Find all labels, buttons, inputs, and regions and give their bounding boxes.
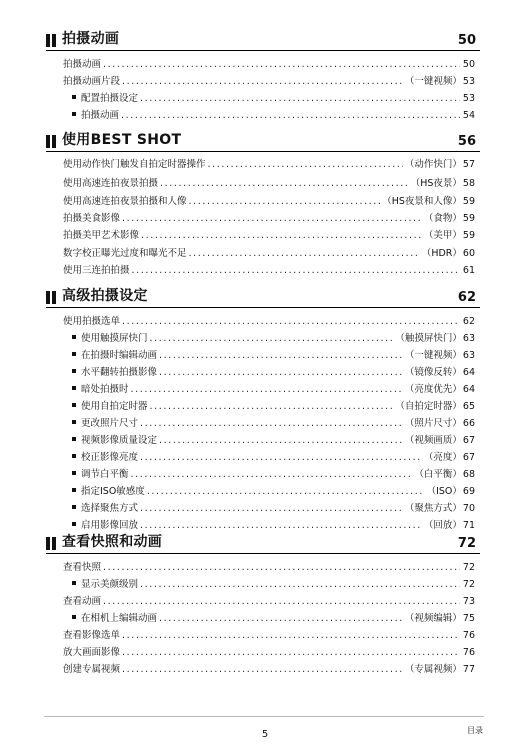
entry-page[interactable]: 70 <box>462 503 475 514</box>
square-bullet-icon <box>72 437 76 441</box>
entry-page[interactable]: 73 <box>462 596 475 607</box>
entry-page[interactable]: 72 <box>462 562 475 573</box>
entry-page[interactable]: 64 <box>462 367 475 378</box>
toc-subentry[interactable] <box>72 400 475 413</box>
page-number: 5 <box>261 729 269 740</box>
dot-leader <box>150 332 394 345</box>
entry-note: （亮度优先） <box>404 384 462 395</box>
dot-leader <box>103 561 460 574</box>
section-page[interactable]: 62 <box>457 290 476 305</box>
dot-leader <box>189 195 381 208</box>
entry-note: （ISO） <box>426 486 462 497</box>
entry-page[interactable]: 68 <box>462 469 475 480</box>
dot-leader <box>140 417 403 430</box>
section-header <box>46 30 480 51</box>
dot-leader <box>160 177 409 190</box>
entry-note: （一键视频） <box>404 350 462 361</box>
entry-title: 查看快照 <box>63 562 102 573</box>
entry-note: （照片尺寸） <box>404 418 462 429</box>
entry-note: （亮度） <box>423 452 462 463</box>
entry-title: 使用拍摄选单 <box>63 316 121 327</box>
dot-leader <box>122 315 460 328</box>
square-bullet-icon <box>72 522 76 526</box>
toc-subentry[interactable] <box>72 349 475 362</box>
dot-leader <box>103 58 460 71</box>
entry-title: 在相机上编辑动画 <box>81 613 158 624</box>
square-bullet-icon <box>72 471 76 475</box>
entry-note: （HDR） <box>421 248 462 259</box>
entry-note: （视频编辑） <box>404 613 462 624</box>
dot-leader <box>121 109 460 122</box>
square-bullet-icon <box>72 420 76 424</box>
toc-entry[interactable] <box>63 663 475 676</box>
dot-leader <box>131 468 413 481</box>
entry-page[interactable]: 61 <box>462 265 475 276</box>
toc-entry[interactable] <box>63 158 475 171</box>
toc-entry[interactable] <box>63 212 475 225</box>
entry-note: （一键视频） <box>404 76 462 87</box>
toc-subentry[interactable] <box>72 434 475 447</box>
entry-page[interactable]: 57 <box>462 159 475 170</box>
dot-leader <box>122 629 460 642</box>
square-bullet-icon <box>72 335 76 339</box>
toc-entry[interactable] <box>63 247 475 260</box>
entry-title: 查看影像选单 <box>63 630 121 641</box>
toc-subentry[interactable] <box>72 417 475 430</box>
section-header <box>46 287 480 308</box>
toc-entry[interactable] <box>63 561 475 574</box>
toc-entry[interactable] <box>63 177 475 190</box>
toc-subentry[interactable] <box>72 92 475 105</box>
entry-page[interactable]: 59 <box>462 230 475 241</box>
toc-subentry[interactable] <box>72 109 475 122</box>
dot-leader <box>140 502 403 515</box>
section-marker-icon <box>46 34 56 47</box>
entry-page[interactable]: 62 <box>462 316 475 327</box>
dot-leader <box>140 578 460 591</box>
toc-entry[interactable] <box>63 629 475 642</box>
square-bullet-icon <box>72 505 76 509</box>
dot-leader <box>140 519 422 532</box>
section-header <box>46 131 480 152</box>
section-page[interactable]: 72 <box>457 536 476 551</box>
entry-note: （美甲） <box>423 230 462 241</box>
toc-subentry[interactable] <box>72 612 475 625</box>
dot-leader <box>140 92 460 105</box>
toc-subentry[interactable] <box>72 332 475 345</box>
entry-page[interactable]: 58 <box>462 178 475 189</box>
entry-note: （镜像反转） <box>404 367 462 378</box>
entry-page[interactable]: 64 <box>462 384 475 395</box>
footer-label: 目录 <box>467 726 483 735</box>
entry-title: 显示美颜级别 <box>81 579 139 590</box>
dot-leader <box>150 400 394 413</box>
dot-leader <box>140 451 422 464</box>
section-marker-icon <box>46 291 56 304</box>
toc-entry[interactable] <box>63 264 475 277</box>
entry-page[interactable]: 60 <box>462 248 475 259</box>
entry-title: 使用触摸屏快门 <box>81 333 148 344</box>
entry-note: （白平衡） <box>414 469 462 480</box>
toc-subentry[interactable] <box>72 578 475 591</box>
entry-page[interactable]: 53 <box>462 76 475 87</box>
dot-leader <box>122 646 460 659</box>
entry-note: （动作快门） <box>404 159 462 170</box>
section-marker-icon <box>46 135 56 148</box>
square-bullet-icon <box>72 95 76 99</box>
entry-page[interactable]: 54 <box>462 110 475 121</box>
toc-entry[interactable] <box>63 229 475 242</box>
entry-title: 数字校正曝光过度和曝光不足 <box>63 248 187 259</box>
dot-leader <box>132 264 460 277</box>
entry-title: 拍摄美甲艺术影像 <box>63 230 140 241</box>
toc-subentry[interactable] <box>72 366 475 379</box>
entry-title: 视频影像质量设定 <box>81 435 158 446</box>
dot-leader <box>122 75 403 88</box>
section-marker-icon <box>46 537 56 550</box>
entry-note: （聚焦方式） <box>404 503 462 514</box>
toc-entry[interactable] <box>63 315 475 328</box>
square-bullet-icon <box>72 112 76 116</box>
square-bullet-icon <box>72 488 76 492</box>
entry-title: 使用动作快门触发自拍定时器操作 <box>63 159 206 170</box>
entry-page[interactable]: 67 <box>462 435 475 446</box>
entry-note: （HS夜景） <box>410 178 462 189</box>
entry-page[interactable]: 66 <box>462 418 475 429</box>
dot-leader <box>122 663 403 676</box>
dot-leader <box>122 212 422 225</box>
toc-entry[interactable] <box>63 195 475 208</box>
entry-title: 水平翻转拍摄影像 <box>81 367 158 378</box>
dot-leader <box>159 349 403 362</box>
entry-page[interactable]: 53 <box>462 93 475 104</box>
entry-title: 配置拍摄设定 <box>81 93 139 104</box>
square-bullet-icon <box>72 352 76 356</box>
entry-page[interactable]: 59 <box>462 196 475 207</box>
entry-title: 启用影像回放 <box>81 520 139 531</box>
entry-note: （触摸屏快门） <box>395 333 462 344</box>
entry-title: 拍摄动画 <box>81 110 120 121</box>
toc-entry[interactable] <box>63 75 475 88</box>
entry-title: 调节白平衡 <box>81 469 129 480</box>
entry-page[interactable]: 69 <box>462 486 475 497</box>
entry-title: 使用自拍定时器 <box>81 401 148 412</box>
toc-entry[interactable] <box>63 646 475 659</box>
square-bullet-icon <box>72 386 76 390</box>
dot-leader <box>159 434 403 447</box>
entry-page[interactable]: 71 <box>462 520 475 531</box>
entry-page[interactable]: 76 <box>462 647 475 658</box>
section-page[interactable]: 56 <box>457 134 476 149</box>
square-bullet-icon <box>72 369 76 373</box>
entry-title: 放大画面影像 <box>63 647 121 658</box>
dot-leader <box>147 485 425 498</box>
entry-page[interactable]: 75 <box>462 613 475 624</box>
section-header <box>46 533 480 554</box>
entry-page[interactable]: 63 <box>462 350 475 361</box>
entry-title: 查看动画 <box>63 596 102 607</box>
entry-title: 使用三连拍拍摄 <box>63 265 130 276</box>
entry-page[interactable]: 59 <box>462 213 475 224</box>
toc-subentry[interactable] <box>72 383 475 396</box>
entry-note: （回放） <box>423 520 462 531</box>
footer-rule <box>44 716 484 717</box>
entry-page[interactable]: 65 <box>462 401 475 412</box>
entry-title: 使用高速连拍夜景拍摄 <box>63 178 159 189</box>
toc-entry[interactable] <box>63 58 475 71</box>
square-bullet-icon <box>72 615 76 619</box>
entry-title: 在拍摄时编辑动画 <box>81 350 158 361</box>
entry-title: 暗处拍摄时 <box>81 384 129 395</box>
dot-leader <box>131 383 403 396</box>
section-title: 高级拍摄设定 <box>62 288 148 304</box>
entry-page[interactable]: 67 <box>462 452 475 463</box>
entry-title: 更改照片尺寸 <box>81 418 139 429</box>
dot-leader <box>103 595 460 608</box>
entry-title: 校正影像亮度 <box>81 452 139 463</box>
entry-title: 选择聚焦方式 <box>81 503 139 514</box>
dot-leader <box>159 366 403 379</box>
section-page[interactable]: 50 <box>457 33 476 48</box>
dot-leader <box>208 158 403 171</box>
entry-title: 创建专属视频 <box>63 664 121 675</box>
entry-page[interactable]: 76 <box>462 630 475 641</box>
section-title: 查看快照和动画 <box>62 534 163 550</box>
entry-note: （专属视频） <box>404 664 462 675</box>
toc-entry[interactable] <box>63 595 475 608</box>
entry-title: 使用高速连拍夜景拍摄和人像 <box>63 196 187 207</box>
entry-title: 指定ISO敏感度 <box>81 486 145 497</box>
dot-leader <box>189 247 420 260</box>
entry-note: （自拍定时器） <box>395 401 462 412</box>
square-bullet-icon <box>72 403 76 407</box>
toc-subentry[interactable] <box>72 451 475 464</box>
dot-leader <box>159 612 403 625</box>
toc-subentry[interactable] <box>72 502 475 515</box>
toc-subentry[interactable] <box>72 468 475 481</box>
entry-page[interactable]: 77 <box>462 664 475 675</box>
entry-title: 拍摄动画 <box>63 59 102 70</box>
entry-title: 拍摄美食影像 <box>63 213 121 224</box>
square-bullet-icon <box>72 454 76 458</box>
entry-note: （视频画质） <box>404 435 462 446</box>
toc-subentry[interactable] <box>72 485 475 498</box>
entry-title: 拍摄动画片段 <box>63 76 121 87</box>
entry-note: （食物） <box>423 213 462 224</box>
section-title: 使用BEST SHOT <box>62 132 182 148</box>
square-bullet-icon <box>72 581 76 585</box>
dot-leader <box>141 229 422 242</box>
section-title: 拍摄动画 <box>62 31 120 47</box>
entry-note: （HS夜景和人像） <box>382 196 462 207</box>
entry-page[interactable]: 63 <box>462 333 475 344</box>
entry-page[interactable]: 72 <box>462 579 475 590</box>
entry-page[interactable]: 50 <box>462 59 475 70</box>
